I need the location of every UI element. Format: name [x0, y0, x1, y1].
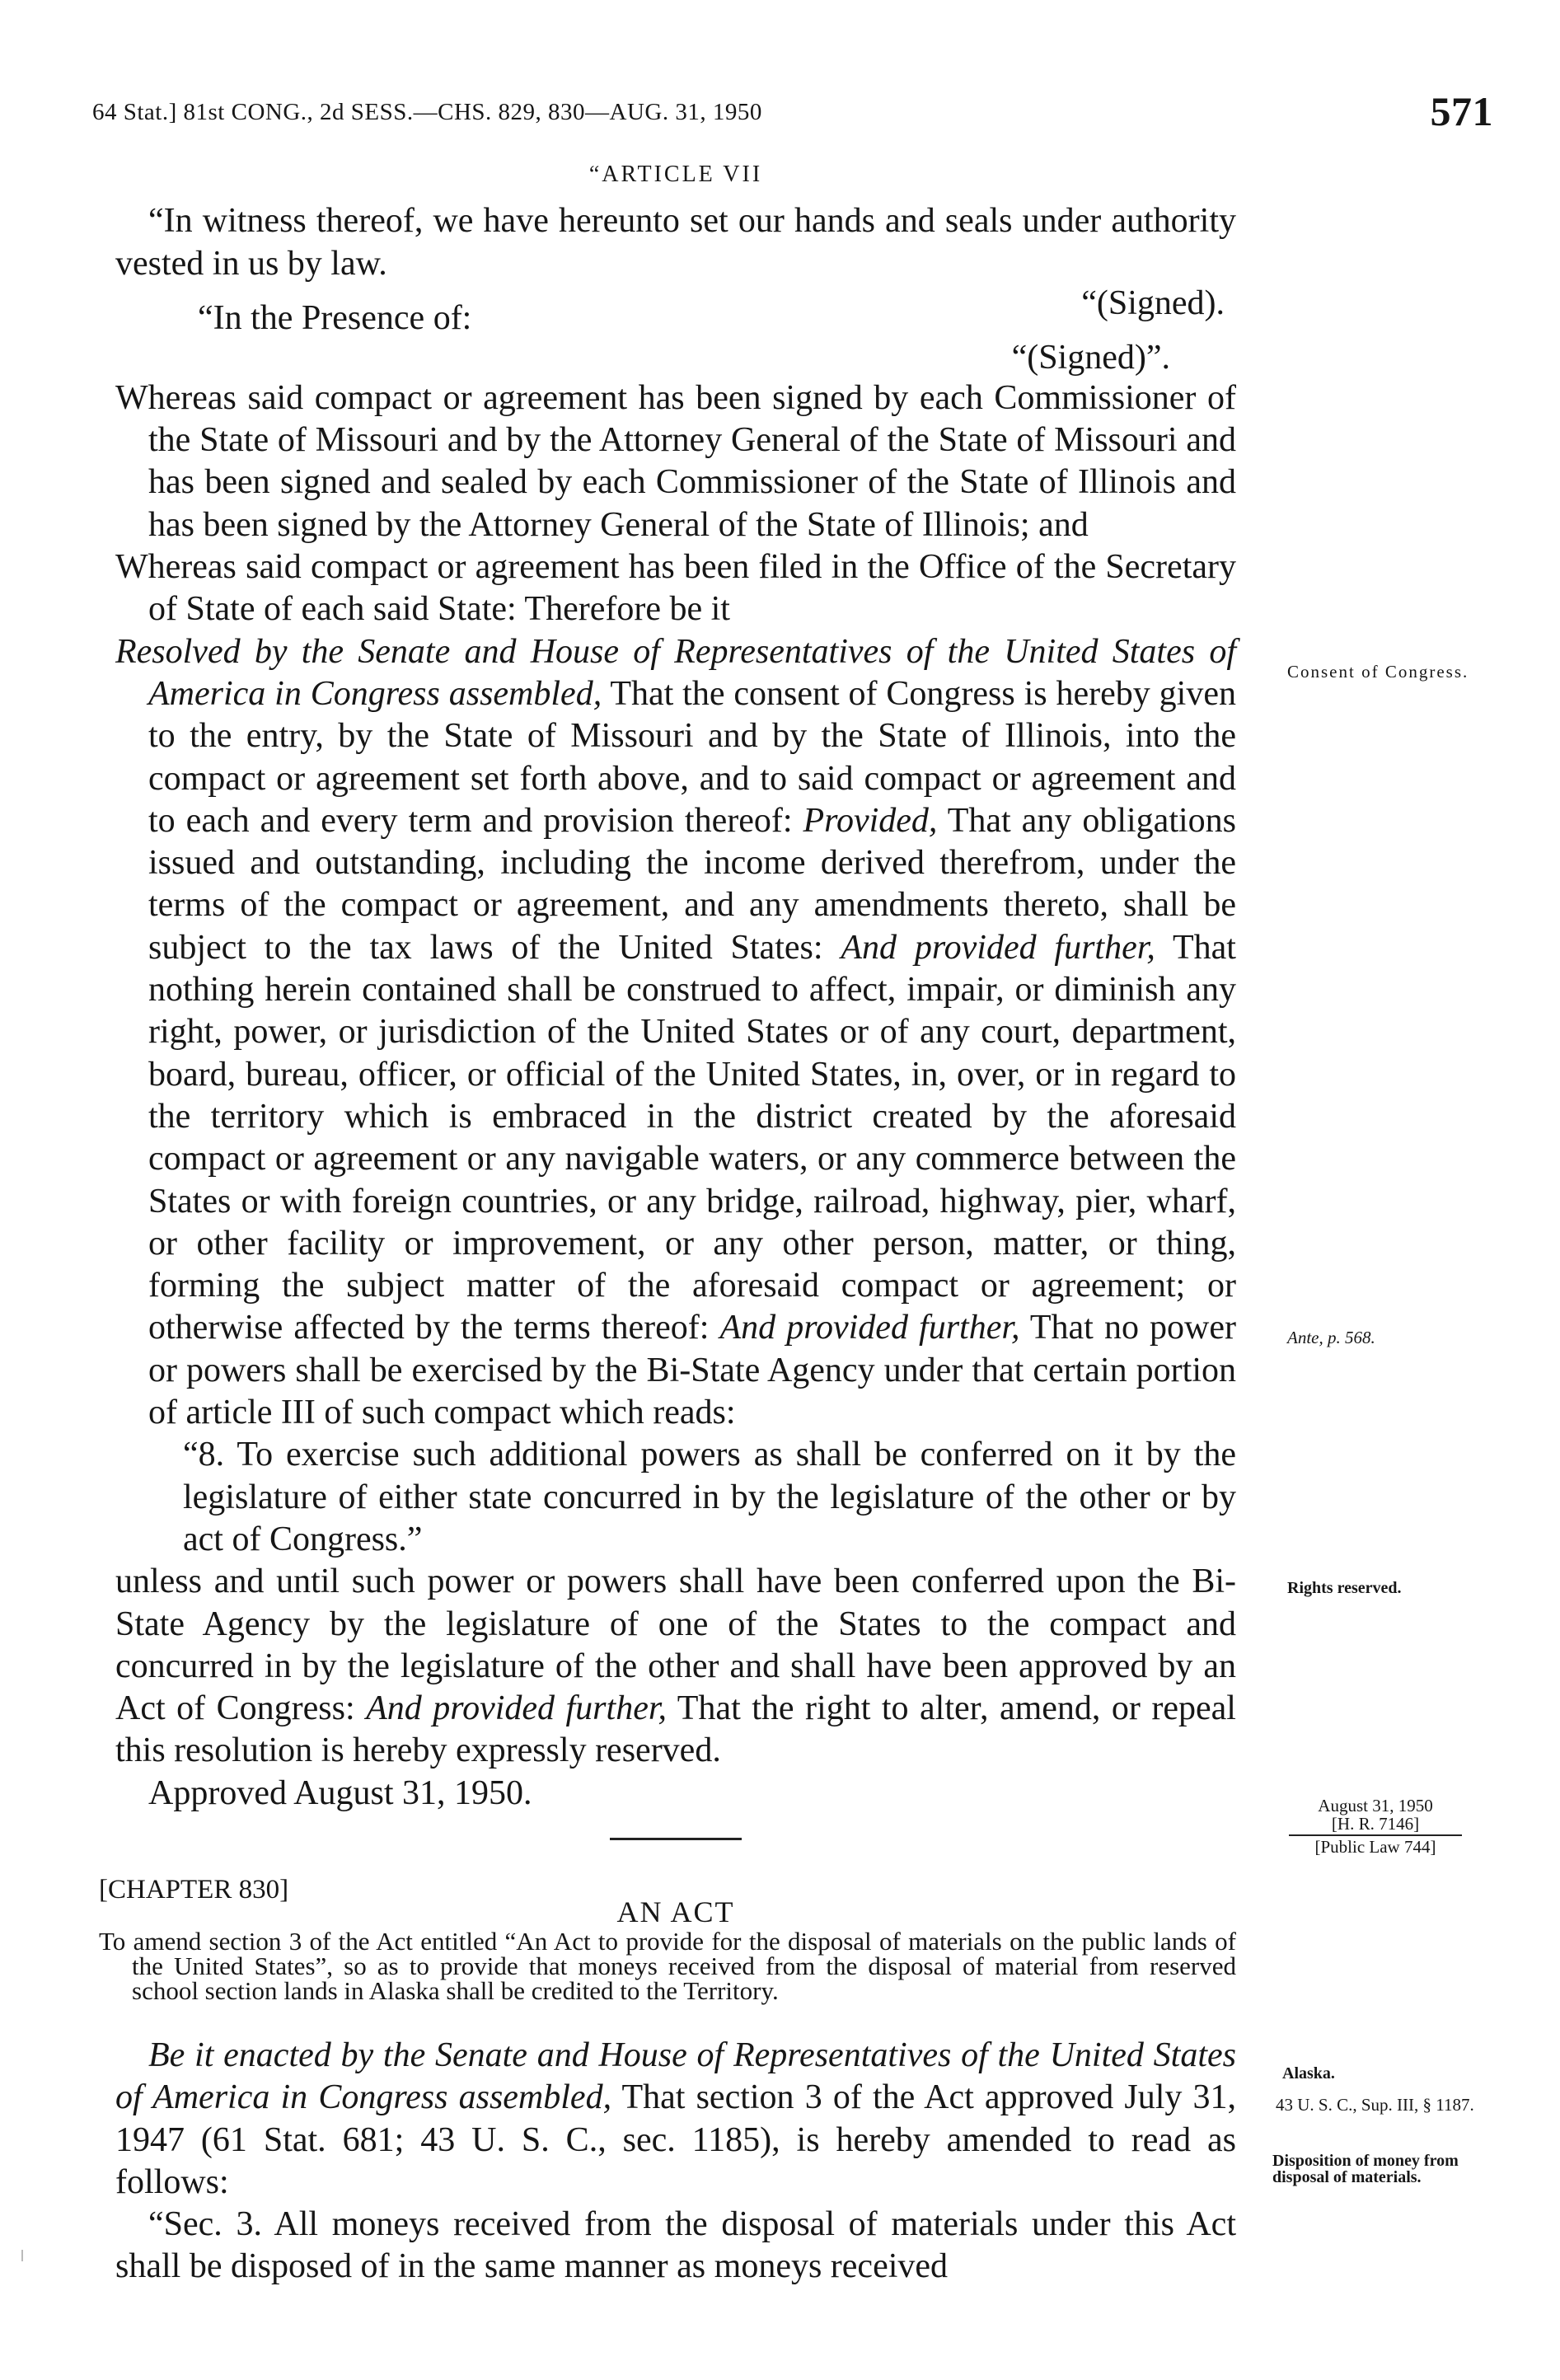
signature-line-2 — [115, 338, 1236, 377]
margin-note-act-info — [1289, 1797, 1462, 1856]
chapter-heading — [99, 1872, 1236, 1929]
page-body — [99, 148, 1237, 2289]
proviso-1-label: Provided, — [803, 801, 938, 840]
proviso-4-label: And provided further, — [366, 1689, 668, 1728]
article-heading: “ARTICLE VII — [588, 162, 763, 187]
proviso-2-text: That nothing herein contained shall be construed to affect, impair, or diminish any right, power, or jurisdiction of the United States or of any court, department, board, bureau, officer, or official of the United States, in, over, or in regard to the territory which is embraced in the district created by the aforesaid compact or agreement or any navigable waters, or any commerce between the States or with foreign countries, or any bridge, railroad, highway, pier, wharf, or other facility or improvement, or any other person, matter, or thing, forming the subject matter of the aforesaid compact or agreement; or otherwise affected by the terms thereof: — [148, 928, 1236, 1347]
whereas-signed: Whereas said compact or agreement has been signed by each Commissioner of the State of Missouri and by the Attorney General of the State of Missouri and has been signed and sealed by each Commissioner of the State of Illinois and has been signed by the Attorney General of the State of Illinois; and — [115, 378, 1236, 544]
approval-date: Approved August 31, 1950. — [148, 1773, 532, 1812]
consent-text: That the consent of Congress is hereby given to the entry, by the State of Missouri and by the State of Illinois, into the compact or agreement set forth above, and to said compact or agreement and to each and every term and provision thereof: — [148, 674, 1236, 840]
proviso-4-text: That the right to alter, amend, or repeal this resolution is hereby expressly reserved. — [115, 1689, 1236, 1770]
margin-note-alaska: Alaska. — [1282, 2064, 1335, 2082]
section-rule — [610, 1838, 742, 1840]
whereas-filed: Whereas said compact or agreement has been filed in the Office of the Secretary of State of each said State: Therefore be it — [115, 548, 1236, 629]
witness-clause: “In witness thereof, we have hereunto set our hands and seals under authority vested in us by law. — [115, 202, 1236, 283]
quoted-article — [115, 1434, 1236, 1561]
margin-note-rights: Rights reserved. — [1287, 1579, 1402, 1597]
proviso-3-label: And provided further, — [719, 1309, 1020, 1347]
signature-line-1 — [115, 283, 1236, 337]
scan-mark — [21, 2250, 23, 2261]
proviso-3-text: That no power or powers shall be exercised by the Bi-State Agency under that certain portion of article III of such compact which reads: — [148, 1309, 1236, 1432]
enacting-clause — [115, 2035, 1236, 2204]
section-3-body: All moneys received from the disposal of materials under this Act shall be disposed of in the same manner as moneys received — [115, 2205, 1236, 2286]
margin-note-consent: Consent of Congress. — [1287, 662, 1469, 682]
section-3-text — [115, 2204, 1236, 2289]
margin-note-disposition: Disposition of money from disposal of materials. — [1272, 2152, 1459, 2186]
margin-note-ante: Ante, p. 568. — [1287, 1328, 1375, 1347]
enacting-text: That section 3 of the Act approved July 31, 1947 (61 Stat. 681; 43 U. S. C., sec. 1185), is hereby amended to read as follows: — [115, 2078, 1237, 2201]
running-head-citation: 64 Stat.] 81st CONG., 2d SESS.—CHS. 829, 830—AUG. 31, 1950 — [92, 99, 762, 125]
act-heading: AN ACT — [616, 1895, 735, 1928]
signed-1: “(Signed). — [1081, 283, 1225, 322]
section-3-label: “Sec. 3. — [148, 2205, 262, 2244]
running-head — [92, 88, 1493, 140]
act-title: To amend section 3 of the Act entitled “An Act to provide for the disposal of materials on the public lands of the United States”, so as to provide that moneys received from the disposal of material from reserved school section lands in Alaska shall be credited to the Territory. — [99, 1926, 1236, 2005]
margin-act-date: August 31, 1950 — [1318, 1796, 1433, 1815]
unless-text: unless and until such power or powers shall have been conferred upon the Bi-State Agency by the legislature of one of the States to the compact and concurred in by the legislature of the other and shall have been approved by an Act of Congress: — [115, 1562, 1236, 1728]
resolution-continued — [115, 1561, 1236, 1772]
resolving-clause — [115, 631, 1236, 1435]
proviso-1-text: That any obligations issued and outstanding, including the income derived therefrom, under the terms of the compact or agreement, and any amendments thereto, shall be subject to the tax laws of the United States: — [148, 801, 1237, 967]
margin-act-hr: [H. R. 7146] — [1289, 1815, 1462, 1836]
page-number: 571 — [1430, 88, 1493, 134]
quoted-paragraph-8: “8. To exercise such additional powers as shall be conferred on it by the legislature of either state concurred in by the legislature of the other or by act of Congress.” — [183, 1436, 1236, 1558]
signed-2: “(Signed)”. — [1011, 338, 1170, 377]
enacting-formula: Be it enacted by the Senate and House of Representatives of the United States of America in Congress assembled, — [115, 2036, 1236, 2117]
resolved-formula: Resolved by the Senate and House of Representatives of the United States of America in Congress assembled, — [115, 632, 1236, 713]
margin-note-usc: 43 U. S. C., Sup. III, § 1187. — [1276, 2095, 1474, 2115]
chapter-number: [CHAPTER 830] — [99, 1874, 289, 1904]
proviso-2-label: And provided further, — [841, 928, 1155, 967]
margin-act-public-law: [Public Law 744] — [1314, 1837, 1436, 1857]
presence-clause: “In the Presence of: — [198, 298, 472, 337]
